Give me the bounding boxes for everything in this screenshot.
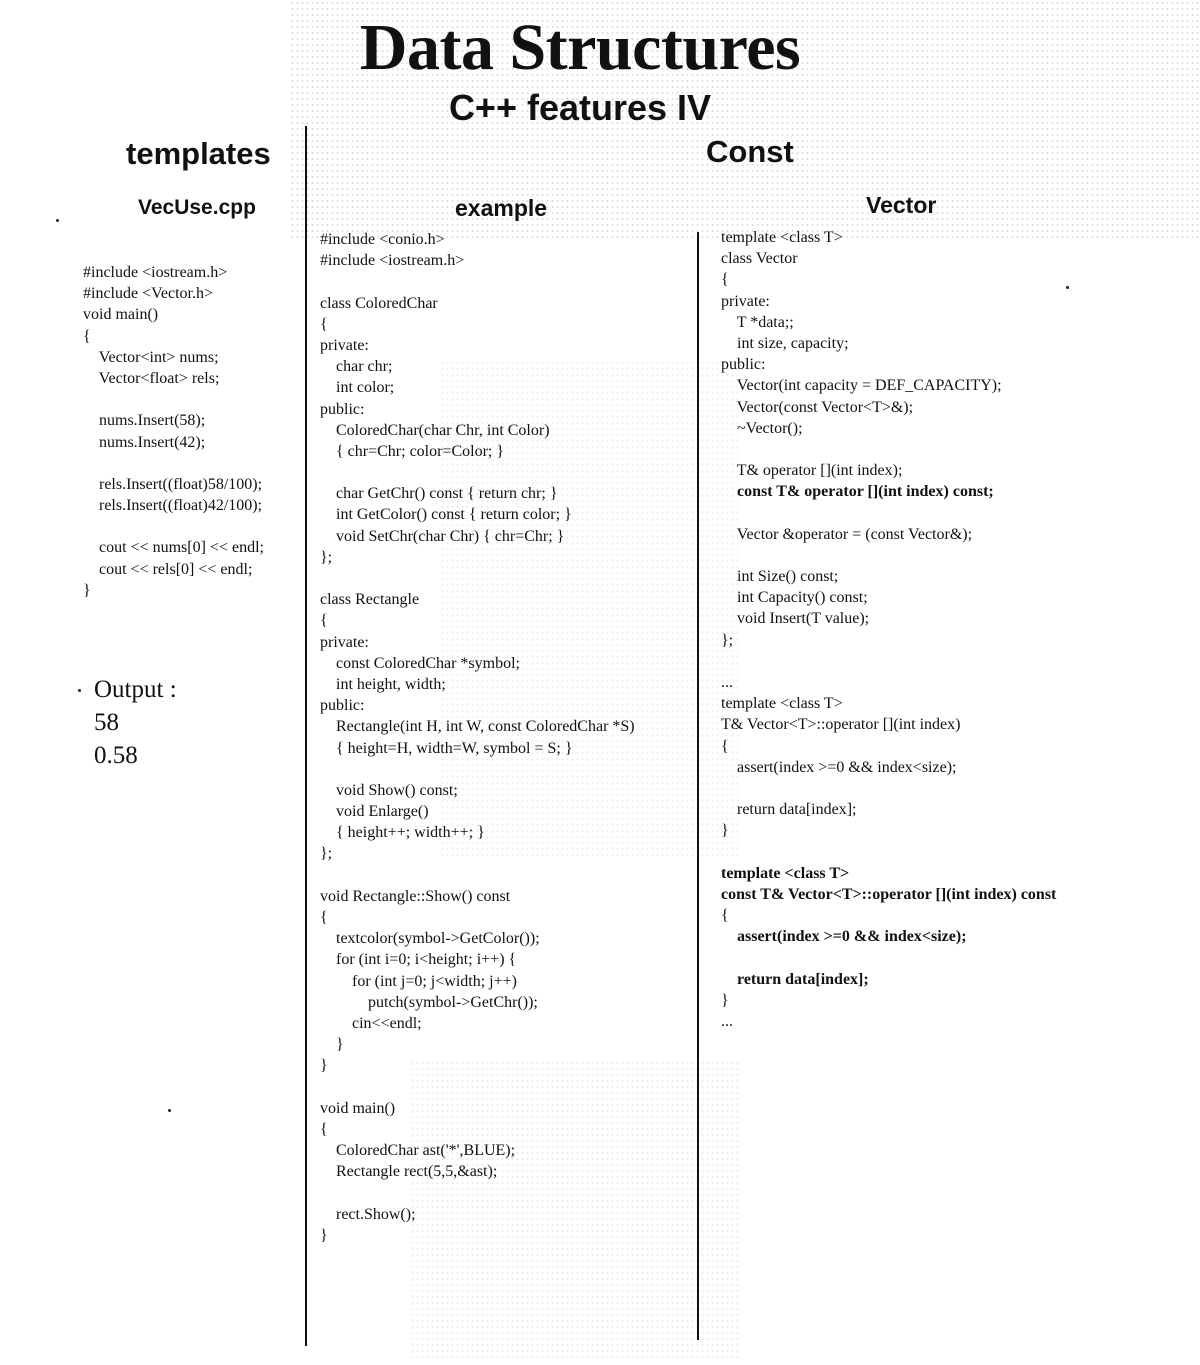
code-line: int GetColor() const { return color; } [320,506,572,524]
vecuse-code-block [83,262,264,601]
column-divider-right [697,232,699,1340]
code-line: assert(index >=0 && index<size); [721,928,967,946]
output-label: Output : [94,676,177,703]
code-line: const T& Vector<T>::operator [](int index) const [721,885,1057,903]
code-line: private: [320,633,369,651]
code-line: void Rectangle::Show() const [320,887,511,905]
code-line: cout << nums[0] << endl; [83,539,264,557]
code-line: { [320,909,328,926]
code-line: int height, width; [320,675,446,693]
code-line: } [320,1036,344,1054]
code-line: Rectangle(int H, int W, const ColoredChar *S) [320,718,635,736]
code-line: class Vector [721,250,798,268]
code-line [721,778,1056,799]
code-line: #include <iostream.h> [320,252,465,270]
code-line: T *data;; [721,313,794,331]
code-line: } [320,1057,328,1075]
code-line: Vector(const Vector<T>&); [721,398,914,416]
code-line: cout << rels[0] << endl; [83,560,253,578]
code-line: #include <iostream.h> [83,264,228,281]
code-line: private: [320,336,369,354]
page-subtitle: C++ features IV [448,87,712,128]
code-line [320,1182,635,1203]
code-line: rels.Insert((float)58/100); [83,475,263,493]
code-line: int size, capacity; [721,334,849,352]
code-line: template <class T> [721,229,843,246]
code-line: return data[index]; [721,801,857,819]
code-line [320,568,635,589]
code-line: class ColoredChar [320,294,438,312]
code-line: } [83,581,91,599]
code-line [721,947,1056,968]
code-line: int Size() const; [721,568,839,585]
code-line: { [83,327,91,345]
code-line: private: [721,292,770,310]
code-line: public: [721,356,766,374]
code-line: nums.Insert(42); [83,433,206,451]
code-line [721,439,1056,460]
output-value-1: 58 [94,709,119,736]
code-line: int color; [320,379,395,397]
code-line: T& Vector<T>::operator [](int index) [721,716,961,734]
output-value-2: 0.58 [94,742,138,769]
code-line [721,502,1056,523]
output-block [94,673,177,772]
code-line [320,865,635,886]
vecuse-filename: VecUse.cpp [138,196,256,219]
code-line: T& operator [](int index); [721,462,903,480]
const-heading: Const [706,134,794,169]
code-line: }; [320,548,333,566]
code-line: ~Vector(); [721,419,803,437]
code-line: { height=H, width=W, symbol = S; } [320,739,573,757]
code-line: } [721,822,729,840]
code-line: assert(index >=0 && index<size); [721,758,957,776]
code-line: ... [721,673,733,691]
code-line: nums.Insert(58); [83,412,206,430]
code-line: Vector(int capacity = DEF_CAPACITY); [721,377,1002,395]
code-line [721,545,1056,566]
code-line: putch(symbol->GetChr()); [320,993,538,1011]
code-line: template <class T> [721,695,843,713]
code-line [320,759,635,780]
code-line: textcolor(symbol->GetColor()); [320,930,540,948]
code-line: Vector &operator = (const Vector&); [721,525,973,543]
code-line: { chr=Chr; color=Color; } [320,442,505,460]
code-line: } [320,1226,328,1244]
code-line: return data[index]; [721,970,869,988]
code-line: template <class T> [721,864,850,882]
code-line: Vector<float> rels; [83,369,220,387]
vector-heading: Vector [866,192,937,218]
code-line: }; [320,845,333,863]
code-line: rect.Show(); [320,1205,416,1223]
code-line: { [721,907,729,924]
vector-code-block [721,227,1056,1032]
scan-speck [168,1109,171,1112]
page-title: Data Structures [359,11,801,84]
example-code-block [320,229,635,1246]
code-line: Rectangle rect(5,5,&ast); [320,1163,498,1181]
code-line: { [320,612,328,630]
code-line: rels.Insert((float)42/100); [83,497,263,515]
code-line: const ColoredChar *symbol; [320,654,520,672]
templates-heading: templates [126,136,271,171]
code-line: }; [721,631,734,649]
code-line [721,651,1056,672]
code-line: int Capacity() const; [721,589,868,607]
code-line [83,389,264,410]
scan-speck [56,219,59,222]
column-divider-left [305,126,307,1346]
code-line: void Insert(T value); [721,610,870,628]
code-line: void Enlarge() [320,803,429,821]
code-line: ... [721,1012,733,1030]
scan-speck [1066,286,1069,289]
code-line [320,462,635,483]
code-line: } [721,991,729,1009]
code-line: class Rectangle [320,591,420,609]
scan-speck [78,689,81,692]
code-line: cin<<endl; [320,1014,422,1032]
code-line: ColoredChar(char Chr, int Color) [320,421,550,439]
code-line: for (int j=0; j<width; j++) [320,972,517,990]
code-line: for (int i=0; i<height; i++) { [320,951,517,969]
code-line: void SetChr(char Chr) { chr=Chr; } [320,527,565,545]
code-line: { [320,1120,328,1138]
code-line [83,453,264,474]
code-line: { [721,271,729,289]
code-line: Vector<int> nums; [83,348,219,366]
code-line: #include <Vector.h> [83,285,214,303]
code-line: { height++; width++; } [320,824,485,842]
code-line: public: [320,697,365,715]
code-line [320,1077,635,1098]
code-line [721,841,1056,862]
code-line: void main() [83,306,159,324]
code-line [320,271,635,292]
code-line: char GetChr() const { return chr; } [320,485,558,503]
code-line: const T& operator [](int index) const; [721,483,994,501]
code-line: { [721,737,729,755]
example-heading: example [455,195,548,221]
code-line: void main() [320,1099,396,1117]
code-line: char chr; [320,358,393,376]
code-line [83,516,264,537]
code-line: void Show() const; [320,781,458,799]
code-line: public: [320,400,365,418]
code-line: ColoredChar ast('*',BLUE); [320,1142,516,1160]
code-line: { [320,315,328,333]
code-line: #include <conio.h> [320,231,445,248]
